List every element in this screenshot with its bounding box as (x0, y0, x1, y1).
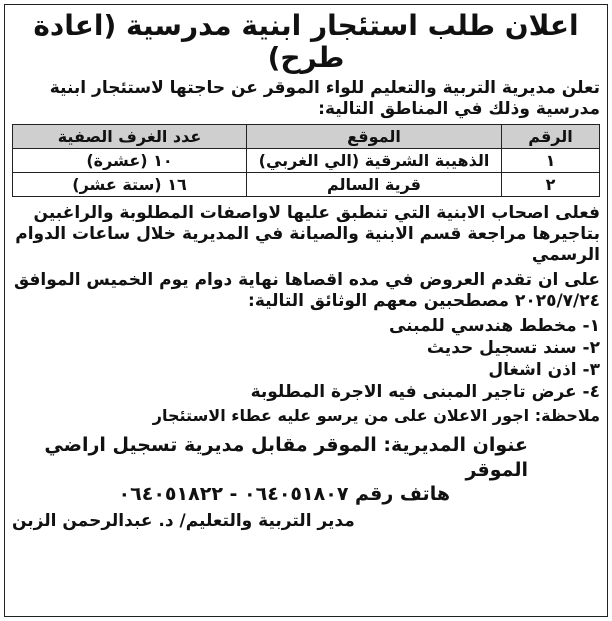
header-location: الموقع (247, 124, 502, 148)
documents-list (12, 315, 600, 403)
table-row (13, 172, 600, 196)
list-item: ١- مخطط هندسي للمبنى (388, 316, 600, 337)
signature: مدير التربية والتعليم/ د. عبدالرحمن الزبن (12, 511, 355, 532)
owners-paragraph: فعلى اصحاب الابنية التي تنطبق عليها لاواصفات المطلوبة والراغبين بتاجيرها مراجعة قسم الابنية والصيانة في المديرية خلال ساعات الدوام الرسمي (15, 202, 600, 266)
intro-paragraph: تعلن مديرية التربية والتعليم للواء الموقر عن حاجتها لاستئجار ابنية مدرسية وذلك في المناطق التالية: (49, 78, 600, 120)
row-rooms: ١٦ (ستة عشر) (13, 172, 247, 196)
sites-table (12, 124, 600, 197)
row-location: قرية السالم (247, 172, 502, 196)
phone-numbers: هاتف رقم ٠٦٤٠٥١٨٠٧ - ٠٦٤٠٥١٨٢٢ (118, 482, 450, 505)
table-header-row (13, 124, 600, 148)
row-rooms: ١٠ (عشرة) (13, 148, 247, 172)
advertisement-content (12, 10, 600, 532)
page-title: اعلان طلب استئجار ابنية مدرسية (اعادة طرح) (33, 9, 579, 75)
row-number: ٢ (502, 172, 600, 196)
row-location: الذهيبة الشرقية (الي الغربي) (247, 148, 502, 172)
row-number: ١ (502, 148, 600, 172)
directorate-address: عنوان المديرية: الموقر مقابل مديرية تسجيل اراضي الموقر (44, 434, 528, 481)
list-item: ٢- سند تسجيل حديث (426, 338, 600, 359)
header-number: الرقم (502, 124, 600, 148)
note-text: ملاحظة: اجور الاعلان على من يرسو عليه عطاء الاستئجار (152, 406, 600, 426)
table-row (13, 148, 600, 172)
list-item: ٤- عرض تاجير المبنى فيه الاجرة المطلوبة (250, 382, 600, 403)
list-item: ٣- اذن اشغال (488, 360, 600, 381)
deadline-paragraph: على ان تقدم العروض في مده اقصاها نهاية دوام يوم الخميس الموافق ٢٠٢٥/٧/٢٤ مصطحبين معهم الوثائق التالية: (13, 269, 600, 311)
header-rooms: عدد الغرف الصفية (13, 124, 247, 148)
